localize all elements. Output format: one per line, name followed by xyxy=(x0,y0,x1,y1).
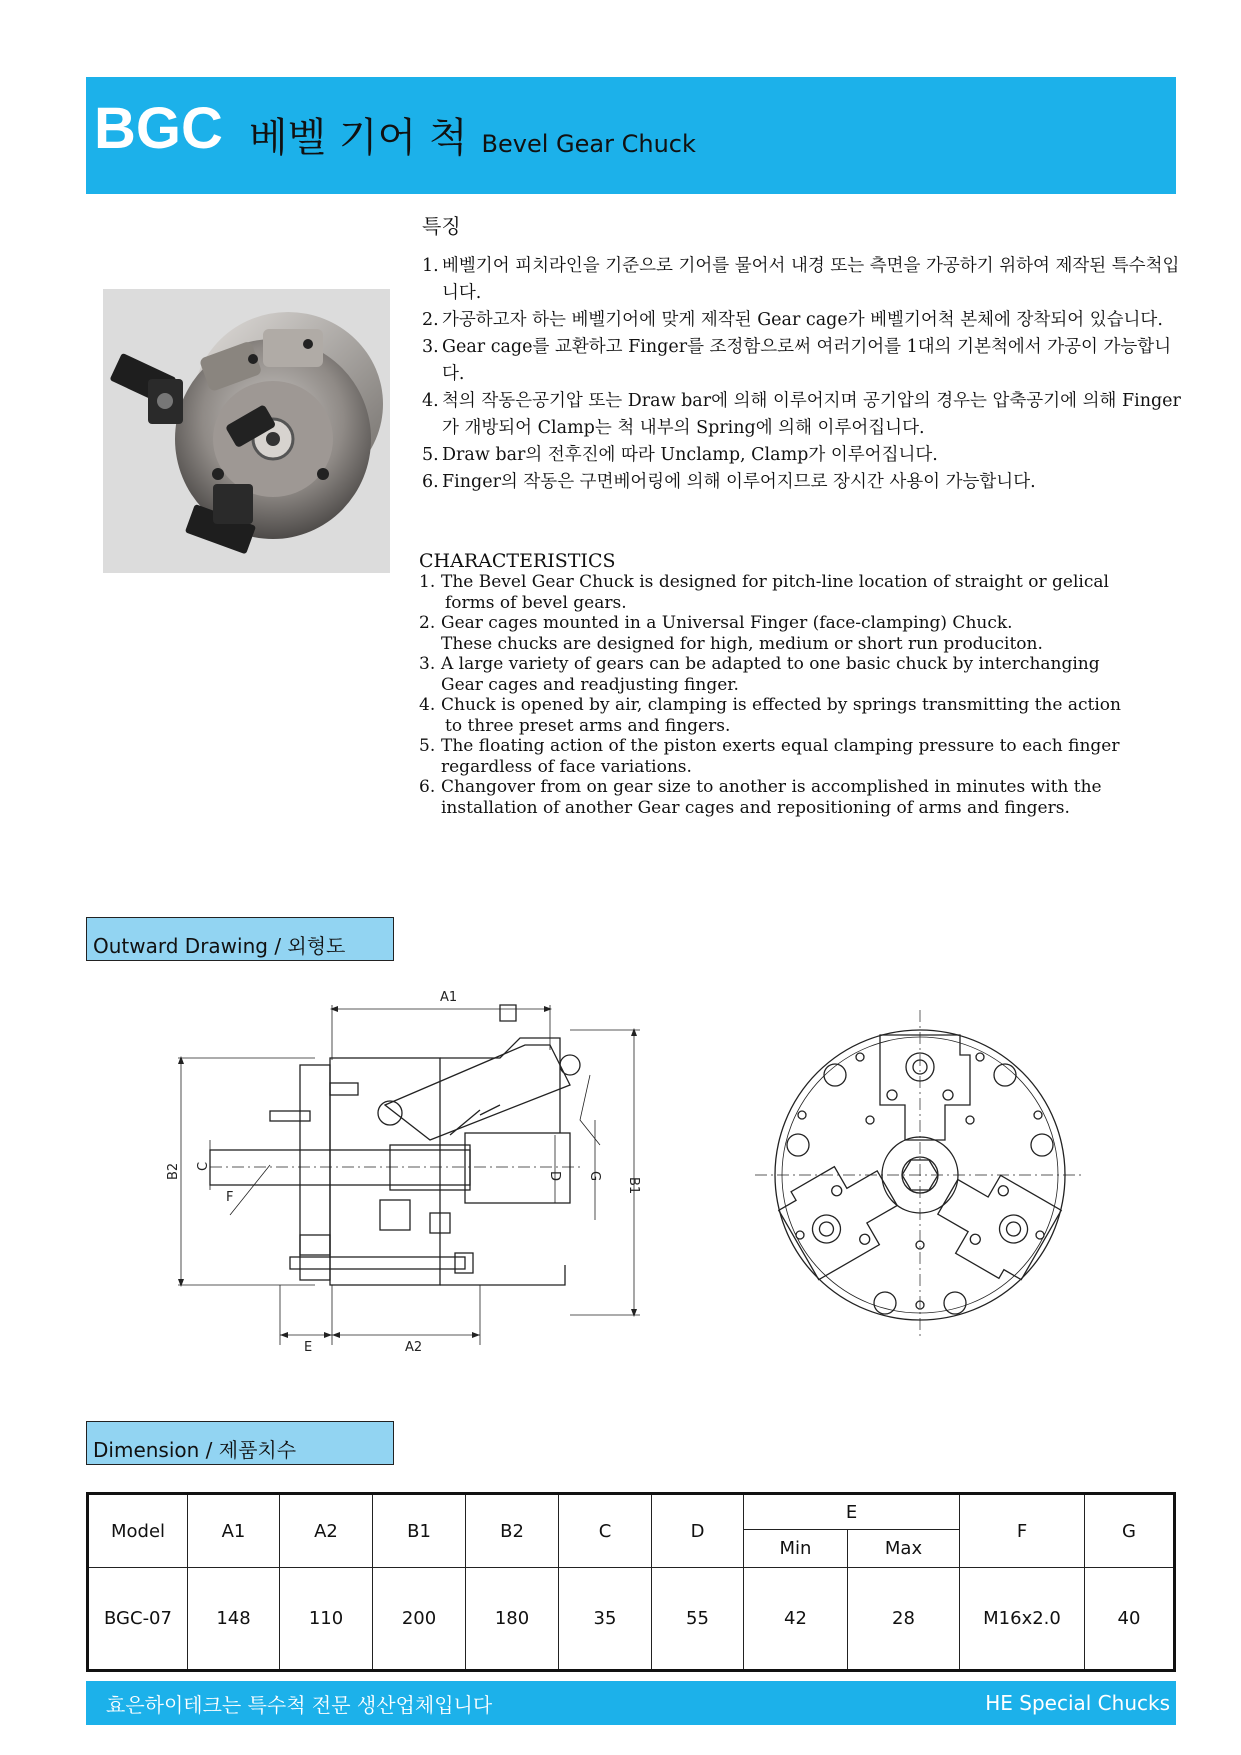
dimension-table xyxy=(86,1492,1176,1672)
th-e-min: Min xyxy=(744,1530,848,1568)
characteristic-item: 3. A large variety of gears can be adapted to one basic chuck by interchanging Gear cages and readjusting finger. xyxy=(419,654,1100,695)
feature-item: 2. 가공하고자 하는 베벨기어에 맞게 제작된 Gear cage가 베벨기어척 본체에 장착되어 있습니다. xyxy=(422,310,1163,330)
characteristics-en xyxy=(419,550,1179,818)
label-A2: A2 xyxy=(405,1340,423,1355)
cell-a2: 110 xyxy=(280,1568,373,1671)
dimension-heading: Dimension / 제품치수 xyxy=(86,1421,394,1465)
characteristic-item: 5. The floating action of the piston exerts equal clamping pressure to each finger regardless of face variations. xyxy=(419,736,1120,777)
product-code: BGC xyxy=(94,96,223,161)
characteristic-item: 1. The Bevel Gear Chuck is designed for pitch-line location of straight or gelical forms of bevel gears. xyxy=(419,572,1109,613)
cell-d: 55 xyxy=(652,1568,744,1671)
characteristic-item: 2. Gear cages mounted in a Universal Finger (face-clamping) Chuck. These chucks are designed for high, medium or short run produciton. xyxy=(419,613,1043,654)
feature-item: 5. Draw bar의 전후진에 따라 Unclamp, Clamp가 이루어집니다. xyxy=(422,445,938,465)
footer-slogan: 효은하이테크는 특수척 전문 생산업체입니다 xyxy=(106,1692,493,1717)
th-a2: A2 xyxy=(280,1494,373,1568)
feature-item: 6. Finger의 작동은 구면베어링에 의해 이루어지므로 장시간 사용이 가능합니다. xyxy=(422,472,1036,492)
characteristic-item: 6. Changover from on gear size to another is accomplished in minutes with the installation of another Gear cages and repositioning of arms and fingers. xyxy=(419,777,1102,818)
th-d: D xyxy=(652,1494,744,1568)
cell-a1: 148 xyxy=(188,1568,280,1671)
characteristic-item: 4. Chuck is opened by air, clamping is effected by springs transmitting the action to three preset arms and fingers. xyxy=(419,695,1121,736)
label-B2: B2 xyxy=(166,1162,181,1180)
cell-g: 40 xyxy=(1085,1568,1175,1671)
product-title-kr: 베벨 기어 척 xyxy=(248,115,468,161)
label-F: F xyxy=(226,1190,234,1205)
th-c: C xyxy=(559,1494,652,1568)
cell-model: BGC-07 xyxy=(88,1568,188,1671)
features-kr xyxy=(422,210,1182,496)
cell-c: 35 xyxy=(559,1568,652,1671)
th-g: G xyxy=(1085,1494,1175,1568)
th-a1: A1 xyxy=(188,1494,280,1568)
cell-f: M16x2.0 xyxy=(960,1568,1085,1671)
feature-item: 3. Gear cage를 교환하고 Finger를 조정함으로써 여러기어를 1대의 기본척에서 가공이 가능합니다. xyxy=(422,337,1172,384)
side-view xyxy=(178,1005,640,1345)
label-G: G xyxy=(587,1171,602,1182)
features-heading: 특징 xyxy=(422,214,461,238)
label-E: E xyxy=(304,1340,313,1355)
label-C: C xyxy=(196,1161,211,1171)
label-A1: A1 xyxy=(440,990,458,1005)
th-e-max: Max xyxy=(848,1530,960,1568)
cell-e-max: 28 xyxy=(848,1568,960,1671)
outward-drawing xyxy=(150,985,1100,1365)
footer-banner xyxy=(86,1681,1176,1725)
characteristics-heading: CHARACTERISTICS xyxy=(419,550,616,572)
th-model: Model xyxy=(88,1494,188,1568)
label-B1: B1 xyxy=(626,1177,641,1195)
th-b2: B2 xyxy=(466,1494,559,1568)
feature-item: 1. 베벨기어 피치라인을 기준으로 기어를 물어서 내경 또는 측면을 가공하기 위하여 제작된 특수척입니다. xyxy=(422,256,1180,303)
th-e: E xyxy=(744,1494,960,1530)
title-banner xyxy=(86,77,1176,194)
table-row xyxy=(88,1568,1175,1671)
feature-item: 4. 척의 작동은공기압 또는 Draw bar에 의해 이루어지며 공기압의 경우는 압축공기에 의해 Finger가 개방되어 Clamp는 척 내부의 Spring에 의해 이루어집니다. xyxy=(422,391,1181,438)
cell-e-min: 42 xyxy=(744,1568,848,1671)
front-view xyxy=(755,1010,1085,1340)
th-f: F xyxy=(960,1494,1085,1568)
cell-b1: 200 xyxy=(373,1568,466,1671)
footer-brand: HE Special Chucks xyxy=(985,1691,1170,1715)
th-b1: B1 xyxy=(373,1494,466,1568)
product-photo xyxy=(103,289,390,573)
product-title-en: Bevel Gear Chuck xyxy=(481,130,696,158)
cell-b2: 180 xyxy=(466,1568,559,1671)
label-D: D xyxy=(547,1171,562,1182)
outward-drawing-heading: Outward Drawing / 외형도 xyxy=(86,917,394,961)
